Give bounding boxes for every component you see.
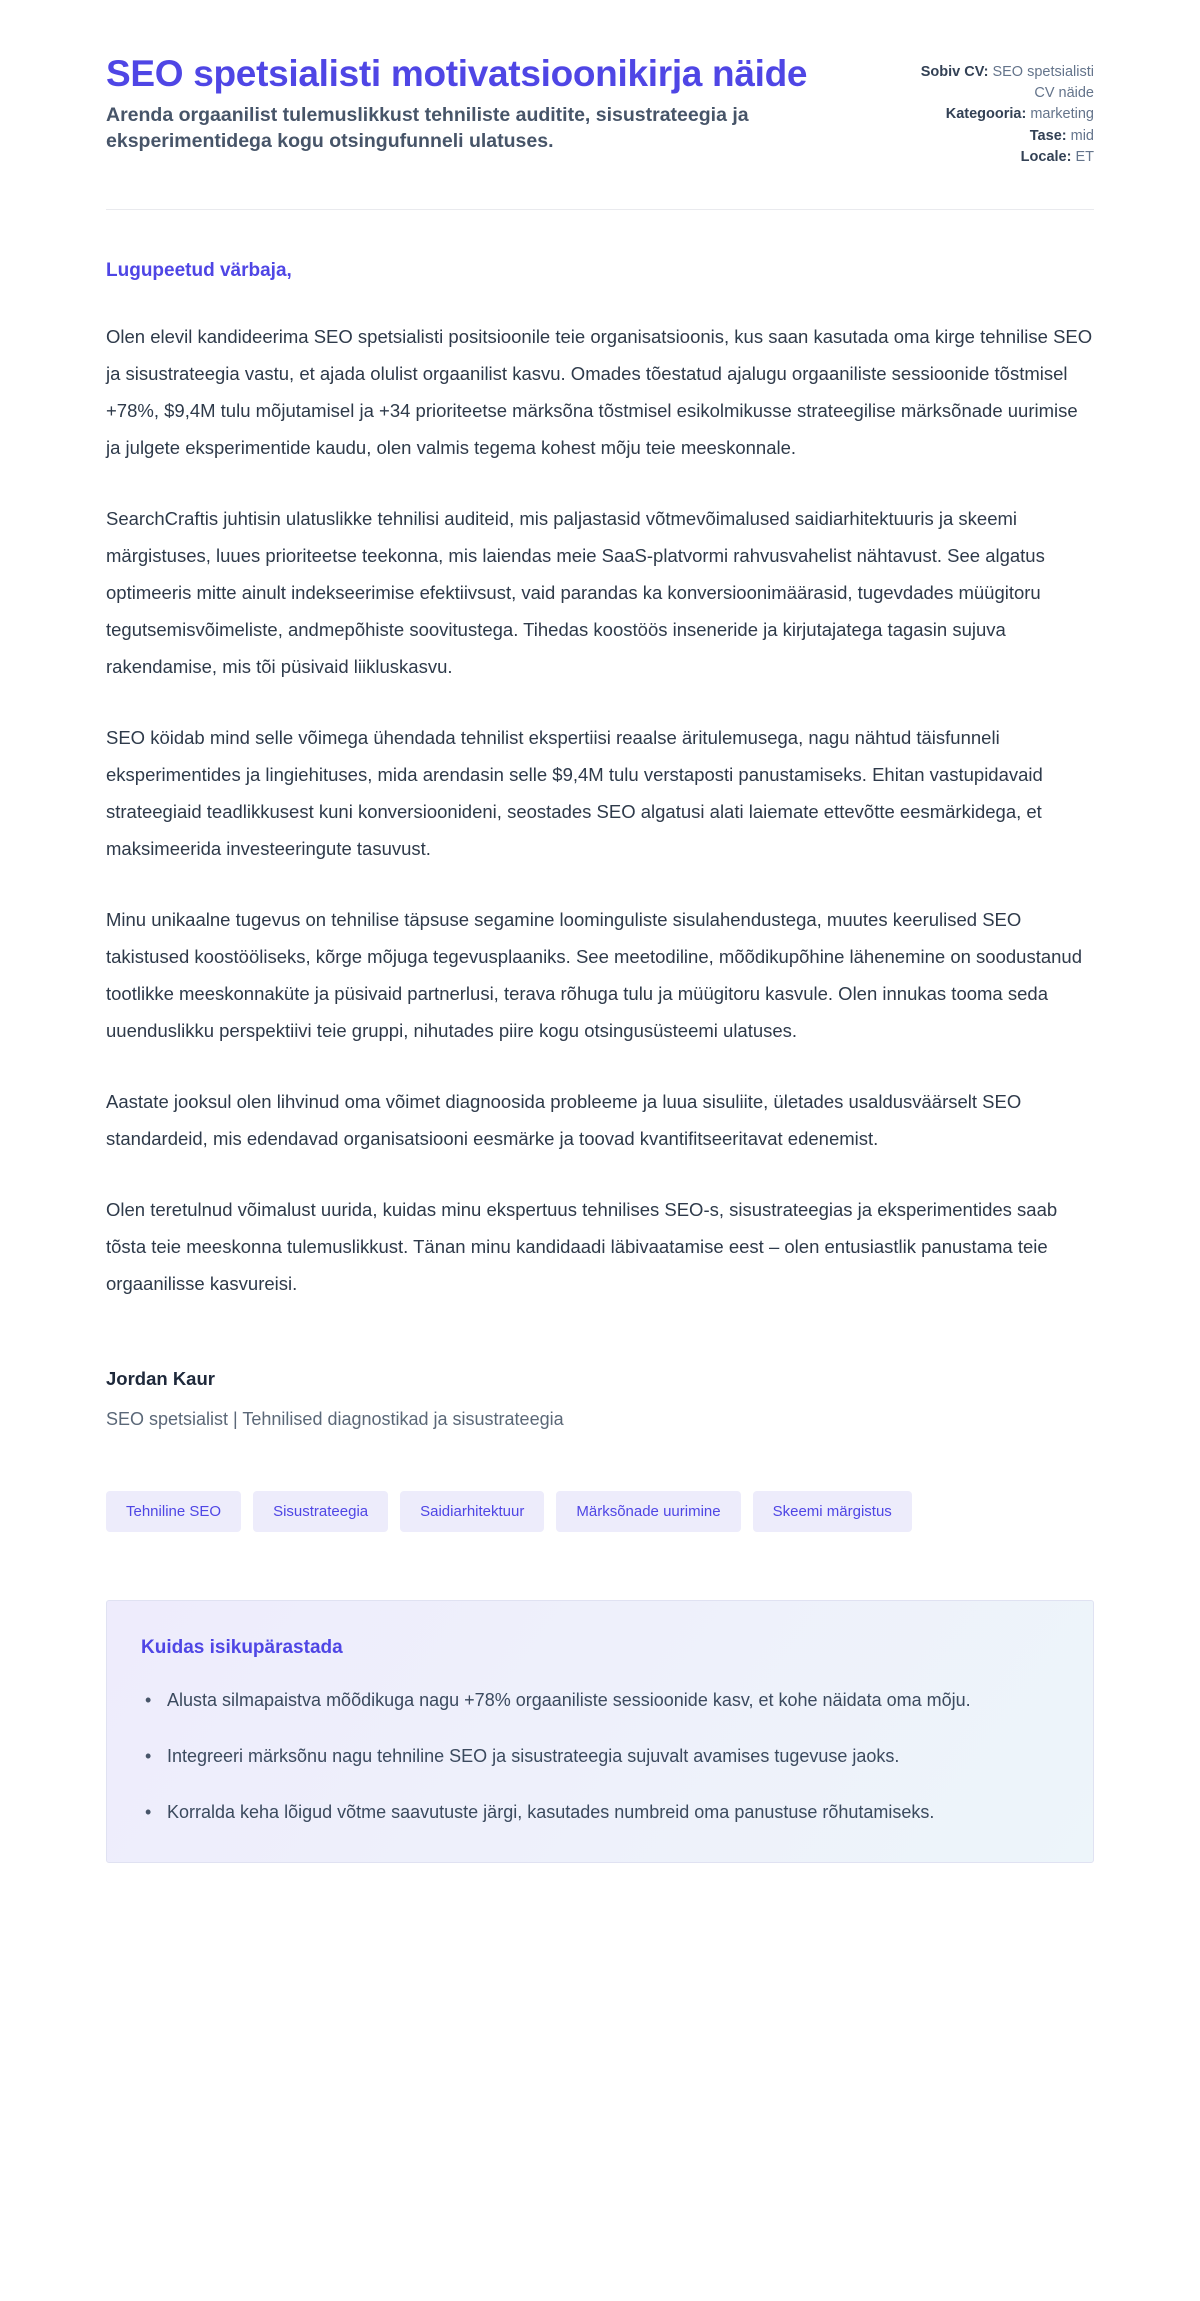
header-metadata: [919, 52, 1094, 169]
tag-chip[interactable]: Sisustrateegia: [253, 1491, 388, 1532]
meta-row-locale: [919, 147, 1094, 168]
signature-role: SEO spetsialist | Tehnilised diagnostikad ja sisustrateegia: [106, 1409, 564, 1430]
tag-chip[interactable]: Skeemi märgistus: [753, 1491, 912, 1532]
page-header: [106, 0, 1094, 169]
meta-label-matching-cv: Sobiv CV:: [920, 64, 989, 80]
header-title-block: [106, 52, 879, 155]
letter-paragraph: SearchCraftis juhtisin ulatuslikke tehnilisi auditeid, mis paljastasid võtmevõimalused saidiarhitektuuris ja skeemi märgistuses, luues prioriteetse teekonna, mis laiendas meie SaaS-platvormi rahvusvahelist nähtavust. See algatus optimeeris mitte ainult indekseerimise efektiivsust, vaid parandas ka konversioonimäärasid, tugevdades müügitoru tegutsemisvõimeliste, andmepõhiste soovitustega. Tihedas koostöös inseneride ja kirjutajatega tagasin sujuva rakendamise, mis tõi püsivaid liikluskasvu.: [106, 508, 1045, 678]
meta-label-level: Tase:: [1029, 127, 1067, 144]
page-subtitle: Arenda orgaanilist tulemuslikkust tehniliste auditite, sisustrateegia ja eksperimentidega kogu otsingufunneli ulatuses.: [106, 103, 749, 152]
letter-body: [106, 210, 1094, 1303]
meta-label-category: Kategooria:: [945, 106, 1027, 123]
meta-value-category: marketing: [1030, 106, 1094, 123]
callout-tip-item: • Integreeri märksõnu nagu tehniline SEO ja sisustrateegia sujuvalt avamises tugevuse jaoks.: [167, 1740, 1059, 1772]
callout-title: Kuidas isikupärastada: [141, 1637, 343, 1659]
tag-list: [106, 1491, 1094, 1532]
meta-row-category: [919, 104, 1094, 125]
tag-chip[interactable]: Saidiarhitektuur: [400, 1491, 544, 1532]
callout-tip-item: • Korralda keha lõigud võtme saavutuste järgi, kasutades numbreid oma panustuse rõhutamiseks.: [167, 1796, 1059, 1828]
letter-salutation: Lugupeetud värbaja,: [106, 259, 292, 281]
meta-value-locale: ET: [1075, 149, 1094, 166]
meta-label-locale: Locale:: [1020, 149, 1072, 166]
signature-name: Jordan Kaur: [106, 1368, 215, 1390]
letter-paragraph: Olen elevil kandideerima SEO spetsialisti positsioonile teie organisatsioonis, kus saan kasutada oma kirge tehnilise SEO ja sisustrateegia vastu, et ajada olulist orgaanilist kasvu. Omades tõestatud ajalugu orgaaniliste sessioonide tõstmisel +78%, $9,4M tulu mõjutamisel ja +34 prioriteetse märksõna tõstmisel esikolmikusse strateegilise märksõnade uurimise ja julgete eksperimentide kaudu, olen valmis tegema kohest mõju teie meeskonnale.: [106, 326, 1093, 459]
meta-value-matching-cv: SEO spetsialisti CV näide: [992, 64, 1094, 101]
callout-tip-item: • Alusta silmapaistva mõõdikuga nagu +78% orgaaniliste sessioonide kasv, et kohe näidata oma mõju.: [167, 1684, 1059, 1716]
signature-block: [106, 1364, 1094, 1433]
meta-row-level: [919, 126, 1094, 147]
tag-chip[interactable]: Märksõnade uurimine: [556, 1491, 740, 1532]
letter-paragraph: Aastate jooksul olen lihvinud oma võimet diagnoosida probleeme ja luua sisuliite, ületades usaldusväärselt SEO standardeid, mis edendavad organisatsiooni eesmärke ja toovad kvantifitseeritavat edenemist.: [106, 1091, 1022, 1150]
personalization-callout: [106, 1600, 1094, 1863]
letter-paragraph: Olen teretulnud võimalust uurida, kuidas minu ekspertuus tehnilises SEO-s, sisustrateegias ja eksperimentides saab tõsta teie meeskonna tulemuslikkust. Tänan minu kandidaadi läbivaatamise eest – olen entusiastlik panustama teie orgaanilisse kasvureisi.: [106, 1199, 1058, 1295]
tag-chip[interactable]: Tehniline SEO: [106, 1491, 241, 1532]
meta-value-level: mid: [1070, 127, 1094, 144]
letter-paragraph: Minu unikaalne tugevus on tehnilise täpsuse segamine loominguliste sisulahendustega, muutes keerulised SEO takistused koostööliseks, kõrge mõjuga tegevusplaaniks. See meetodiline, mõõdikupõhine lähenemine on soodustanud tootlikke meeskonnaküte ja püsivaid partnerlusi, terava rõhuga tulu ja müügitoru kasvule. Olen innukas tooma seda uuenduslikku perspektiivi teie gruppi, nihutades piire kogu otsingusüsteemi ulatuses.: [106, 909, 1082, 1042]
meta-row-matching-cv: [919, 62, 1094, 103]
callout-tip-list: [141, 1684, 1059, 1828]
letter-paragraph: SEO köidab mind selle võimega ühendada tehnilist ekspertiisi reaalse äritulemusega, nagu nähtud täisfunneli eksperimentides ja lingiehituses, mida arendasin selle $9,4M tulu verstaposti panustamiseks. Ehitan vastupidavaid strateegiaid teadlikkusest kuni konversioonideni, seostades SEO algatusi alati laiemate ettevõtte eesmärkidega, et maksimeerida investeeringute tasuvust.: [106, 727, 1043, 860]
page-title: SEO spetsialisti motivatsioonikirja näide: [106, 53, 808, 94]
